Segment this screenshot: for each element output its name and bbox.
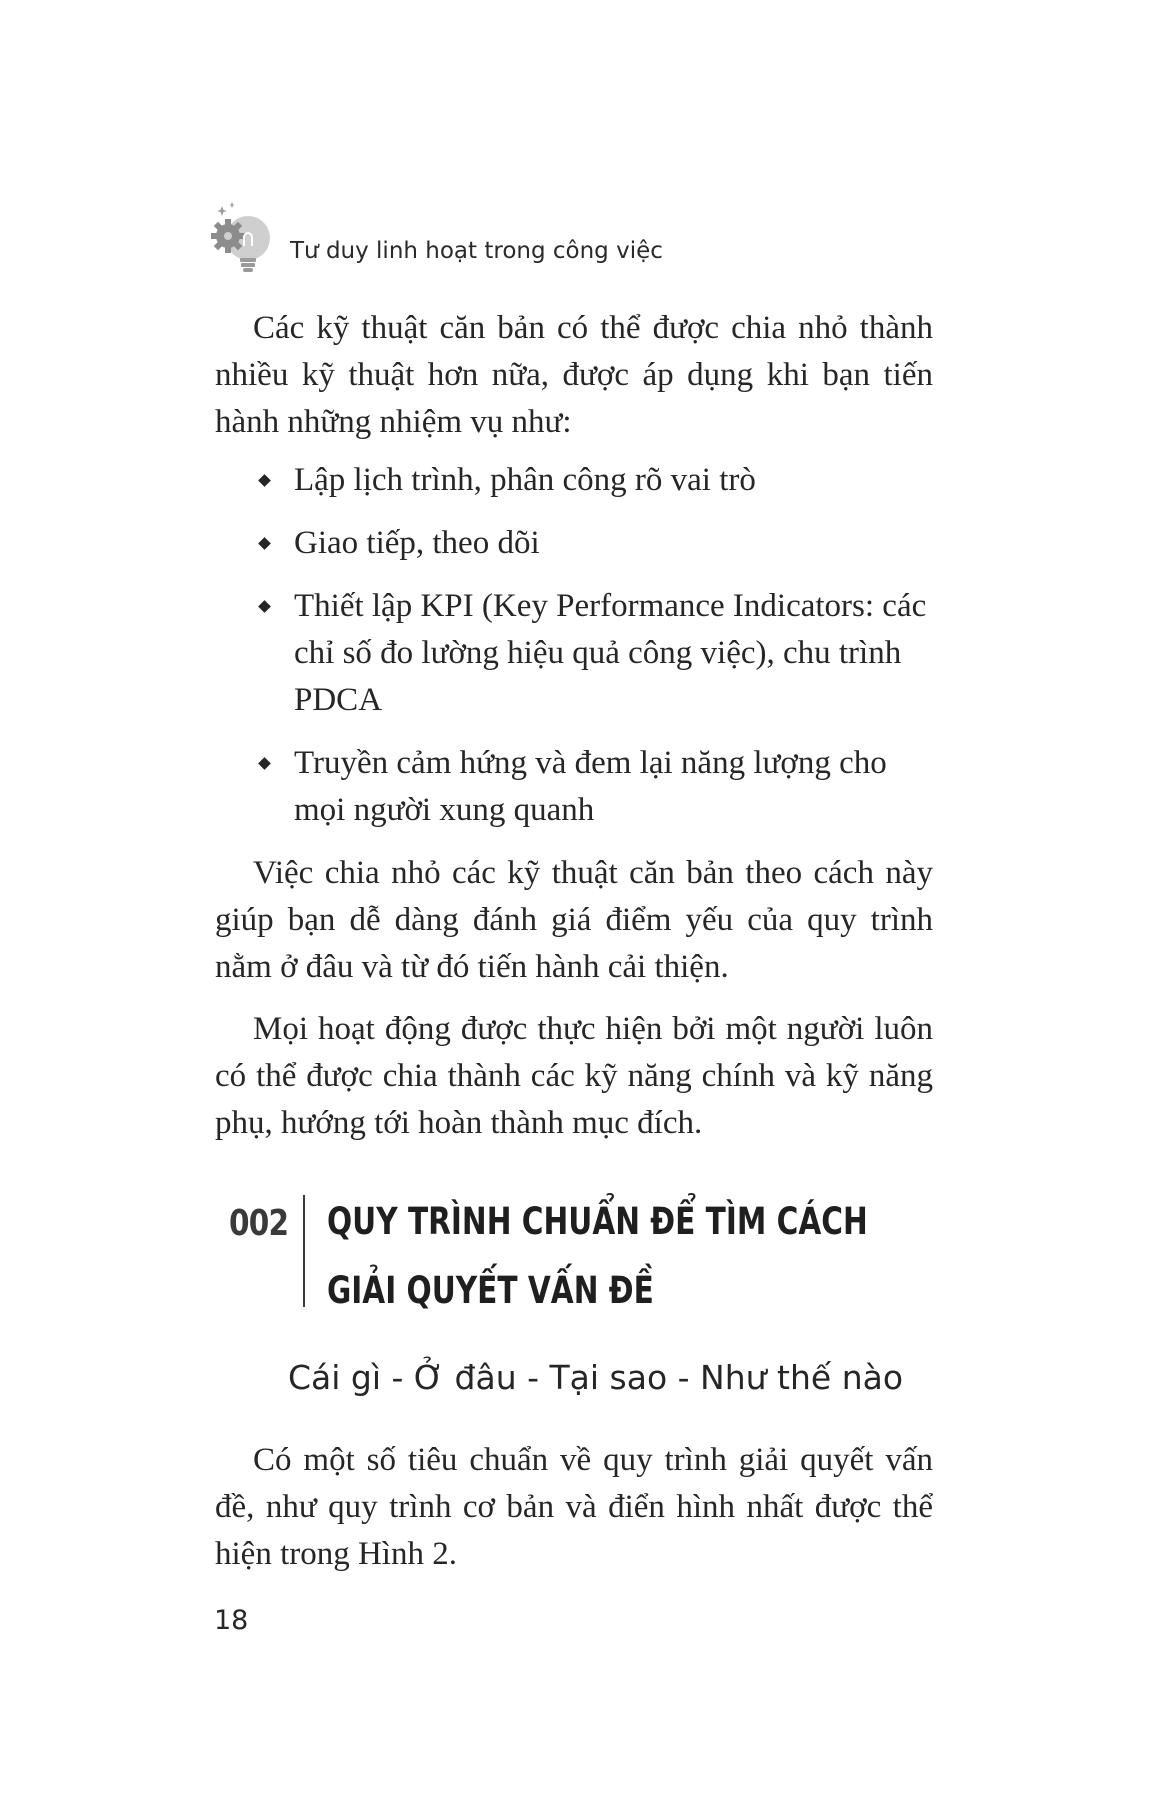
section-paragraph: Có một số tiêu chuẩn về quy trình giải quyết vấn đề, như quy trình cơ bản và điển hình nhất được thể hiện trong Hình 2. <box>215 1442 933 1572</box>
lightbulb-gear-icon <box>206 200 286 280</box>
section-title-line-2: GIẢI QUYẾT VẤN ĐỀ <box>327 1269 654 1312</box>
section-number: 002 <box>229 1203 289 1244</box>
diamond-bullet-icon <box>258 474 271 487</box>
section-divider <box>303 1195 305 1307</box>
running-header-title: Tư duy linh hoạt trong công việc <box>290 238 663 264</box>
paragraph-3: Mọi hoạt động được thực hiện bởi một người luôn có thể được chia thành các kỹ năng chính và kỹ năng phụ, hướng tới hoàn thành mục đích. <box>215 1011 933 1141</box>
section-title <box>327 1187 868 1325</box>
running-header <box>206 200 806 280</box>
list-item: Lập lịch trình, phân công rõ vai trò <box>215 457 933 504</box>
page-number: 18 <box>214 1605 249 1636</box>
diamond-bullet-icon <box>258 600 271 613</box>
diamond-bullet-icon <box>258 537 271 550</box>
section-title-line-1: QUY TRÌNH CHUẨN ĐỂ TÌM CÁCH <box>327 1200 868 1243</box>
intro-paragraph: Các kỹ thuật căn bản có thể được chia nhỏ thành nhiều kỹ thuật hơn nữa, được áp dụng khi bạn tiến hành những nhiệm vụ như: <box>215 310 933 440</box>
diamond-bullet-icon <box>258 757 271 770</box>
list-item: Truyền cảm hứng và đem lại năng lượng cho mọi người xung quanh <box>215 740 933 834</box>
list-item: Thiết lập KPI (Key Performance Indicators: các chỉ số đo lường hiệu quả công việc), chu trình PDCA <box>215 583 933 724</box>
section-subheading: Cái gì - Ở đâu - Tại sao - Như thế nào <box>288 1358 904 1397</box>
section-heading <box>229 1195 929 1315</box>
paragraph-2: Việc chia nhỏ các kỹ thuật căn bản theo cách này giúp bạn dễ dàng đánh giá điểm yếu của quy trình nằm ở đâu và từ đó tiến hành cải thiện. <box>215 855 933 985</box>
task-bullet-list <box>215 457 933 850</box>
list-item: Giao tiếp, theo dõi <box>215 520 933 567</box>
